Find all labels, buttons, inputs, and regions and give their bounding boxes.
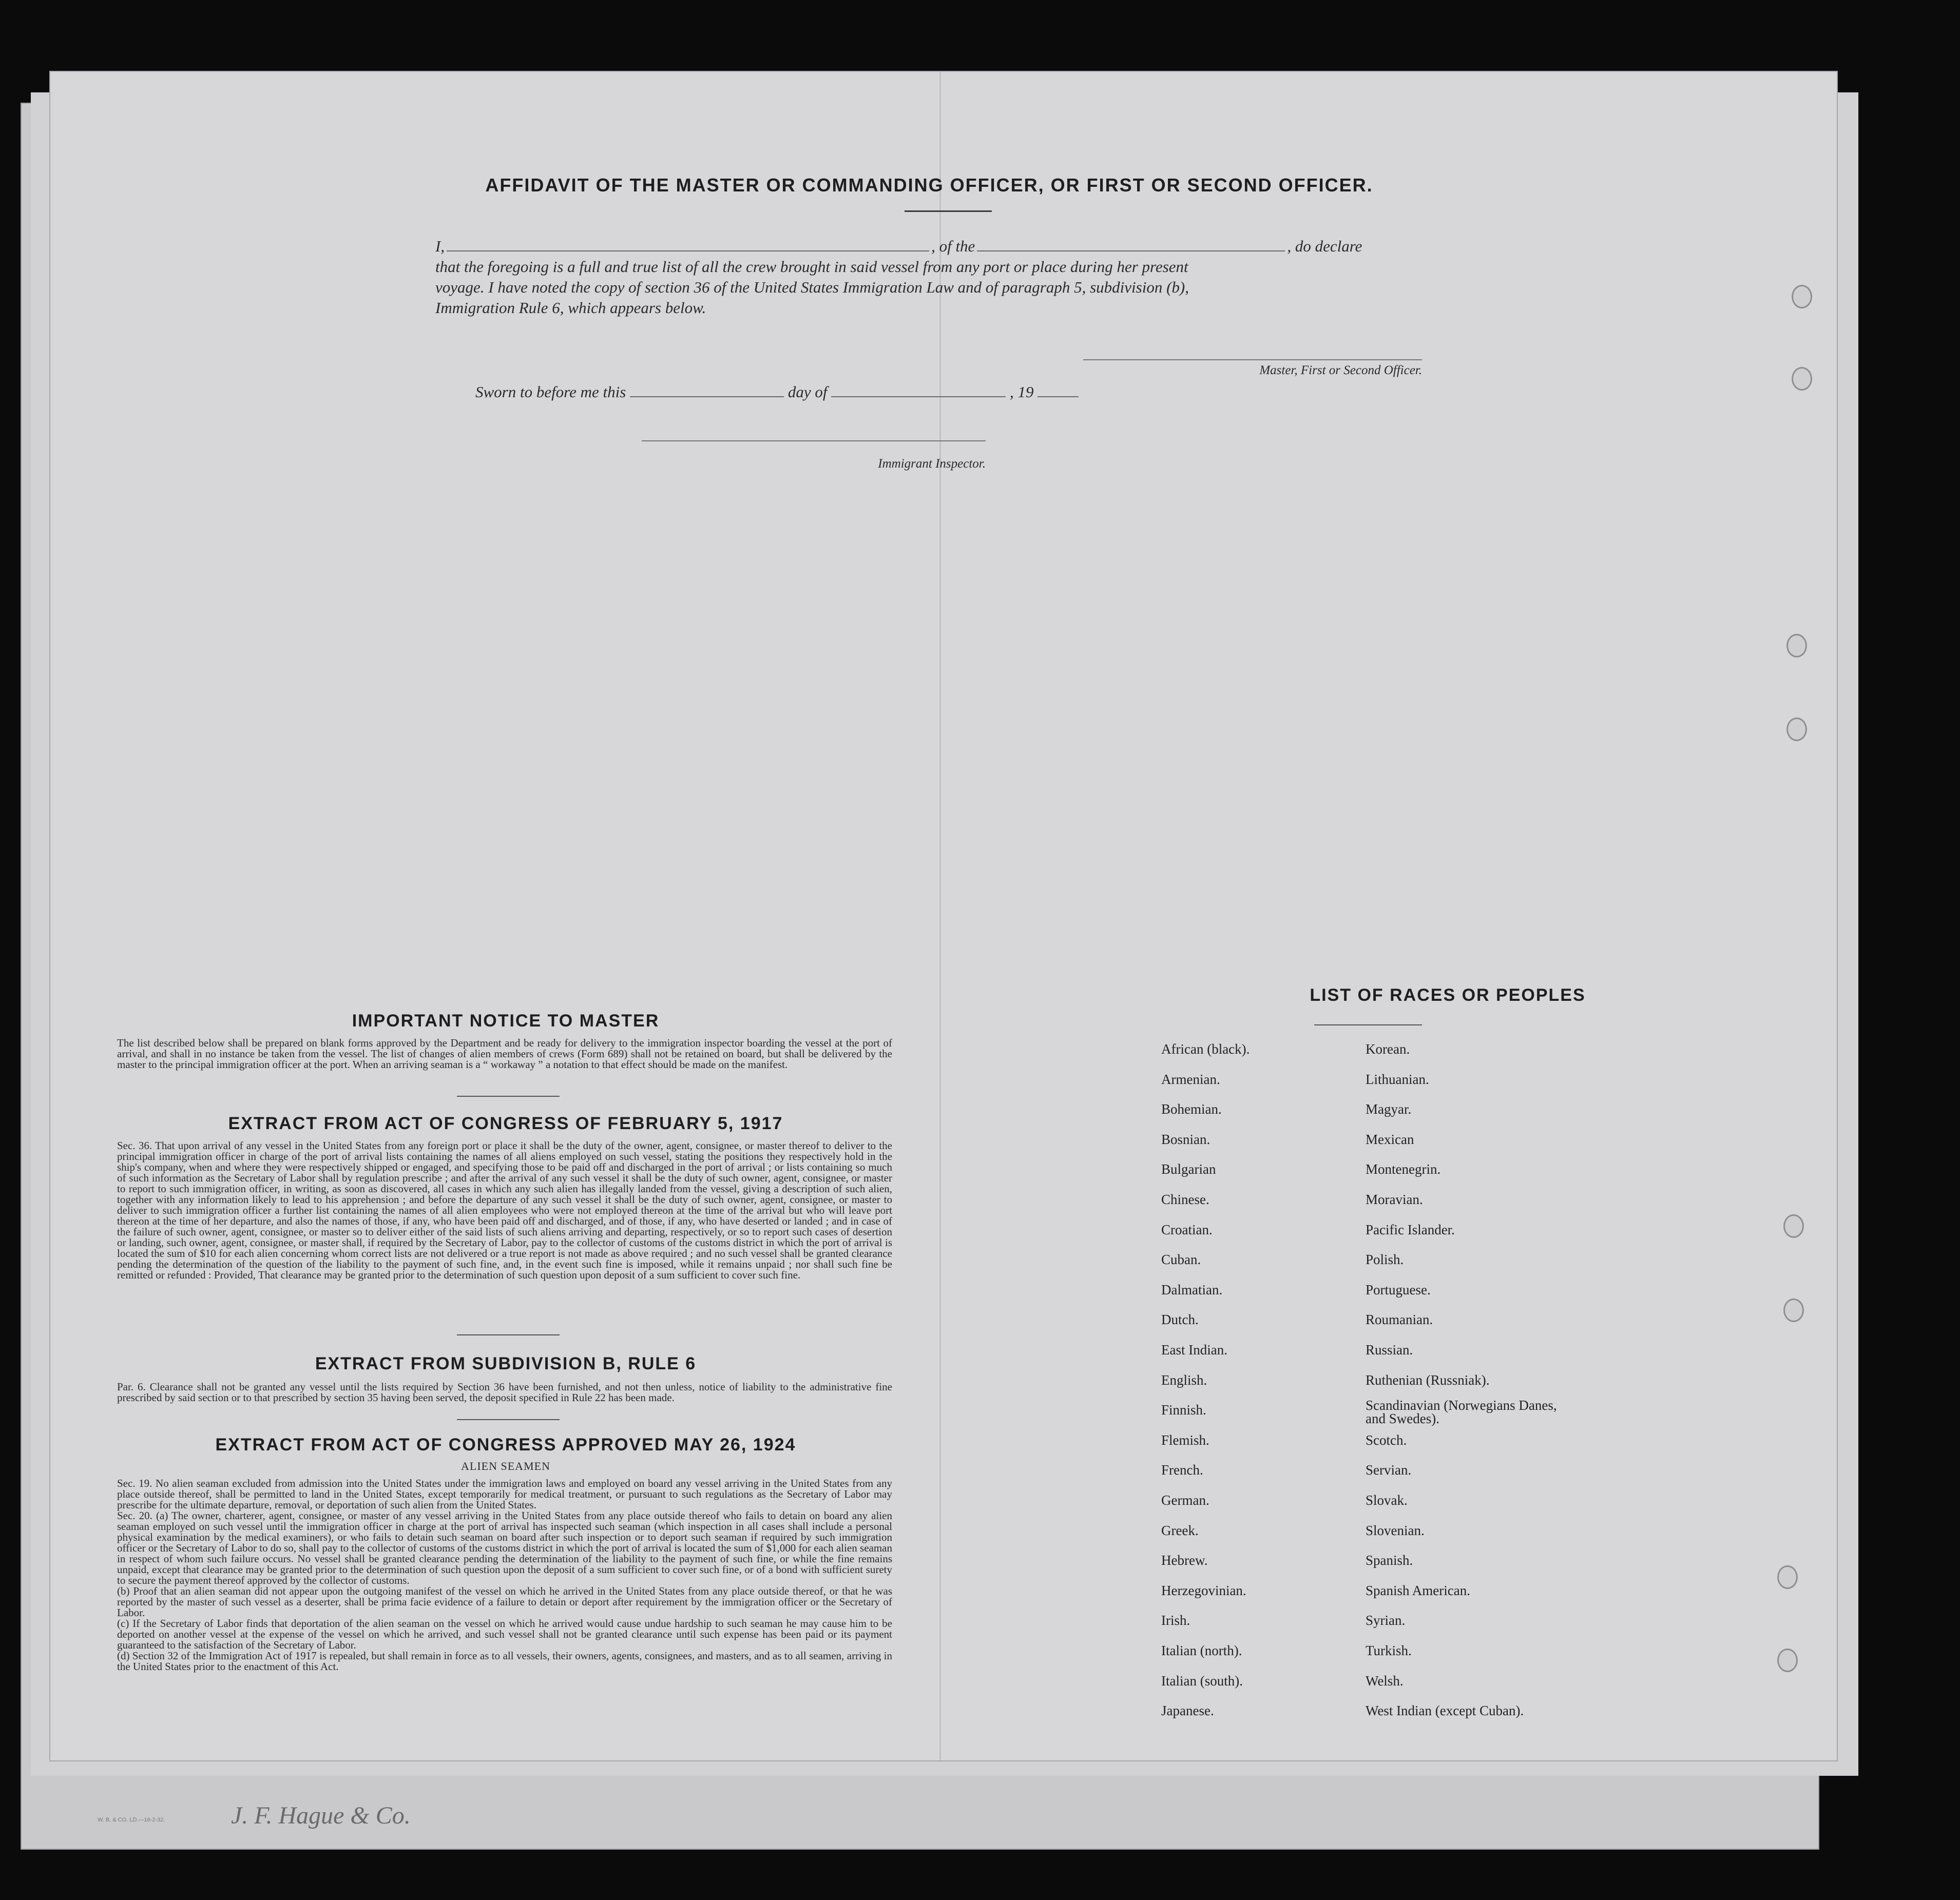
sec-20d-text: (d) Section 32 of the Immigration Act of 1917 is repealed, but shall remain in force as to all vessels, their owners, agents, consignees, and masters, and as to all seamen, arriving in the United States prior to the enactment of this Act.	[117, 1650, 892, 1673]
race-item: Dalmatian.	[1161, 1282, 1223, 1297]
race-item: Hebrew.	[1161, 1553, 1208, 1568]
sworn-day-field[interactable]	[630, 383, 784, 397]
punch-hole	[1777, 1565, 1798, 1589]
race-item: East Indian.	[1161, 1342, 1227, 1358]
punch-hole	[1786, 634, 1807, 657]
sec-20b-text: (b) Proof that an alien seaman did not appear upon the outgoing manifest of the vessel on which he arrived in the United States from any place outside thereof, or that he was reported by the master of such vessel as a deserter, shall be prima facie evidence of a failure to detain or deport after requirement by the immigration officer or the Secretary of Labor.	[117, 1585, 892, 1619]
race-item: Finnish.	[1161, 1402, 1206, 1418]
race-item: Korean.	[1366, 1041, 1410, 1057]
master-signature-label: Master, First or Second Officer.	[1259, 363, 1422, 377]
affidavit-of-the: , of the	[931, 237, 975, 255]
race-item: English.	[1161, 1372, 1207, 1388]
affidavit-line-2: that the foregoing is a full and true list of all the crew brought in said vessel from any port or place during her present	[435, 258, 1188, 276]
inspector-signature	[642, 440, 986, 471]
sworn-year-field[interactable]	[1037, 383, 1079, 397]
race-item: Scandinavian (Norwegians Danes, and Swedes).	[1366, 1398, 1557, 1427]
race-item: Italian (south).	[1161, 1673, 1243, 1689]
race-item: Mexican	[1366, 1131, 1414, 1147]
officer-name-field[interactable]	[447, 237, 929, 251]
race-item: Scotch.	[1366, 1432, 1407, 1448]
race-item: French.	[1161, 1462, 1203, 1478]
races-divider	[1314, 1024, 1422, 1025]
race-item: Herzegovinian.	[1161, 1582, 1246, 1598]
race-item: Slovenian.	[1366, 1522, 1425, 1538]
punch-hole	[1792, 285, 1812, 308]
race-item: Spanish.	[1366, 1553, 1413, 1568]
title-rule	[905, 210, 992, 212]
race-item: Cuban.	[1161, 1252, 1201, 1268]
race-item: Russian.	[1366, 1342, 1413, 1358]
inspector-signature-line[interactable]	[642, 440, 986, 441]
punch-hole	[1786, 718, 1807, 741]
affidavit-declaration	[435, 236, 1442, 318]
races-title: LIST OF RACES OR PEOPLES	[1310, 985, 1586, 1005]
handwritten-note: J. F. Hague & Co.	[231, 1802, 411, 1829]
race-item: Irish.	[1161, 1613, 1190, 1628]
printer-mark: W. B. & CO. LD.—16-2-32.	[98, 1817, 165, 1823]
race-item: Dutch.	[1161, 1312, 1199, 1328]
extract-rule6-title: EXTRACT FROM SUBDIVISION B, RULE 6	[315, 1354, 697, 1373]
affidavit-i-label: I,	[435, 237, 445, 255]
race-item: Bulgarian	[1161, 1161, 1216, 1177]
extract-1924-subtitle: ALIEN SEAMEN	[461, 1460, 550, 1472]
race-item: West Indian (except Cuban).	[1366, 1703, 1524, 1719]
sworn-label: Sworn to before me this	[475, 383, 626, 401]
extract-1924-body	[117, 1478, 892, 1672]
race-item: Bohemian.	[1161, 1101, 1222, 1117]
punch-hole	[1792, 367, 1812, 391]
race-item: Armenian.	[1161, 1071, 1220, 1087]
extract-1917-title: EXTRACT FROM ACT OF CONGRESS OF FEBRUARY 5, 1917	[228, 1114, 783, 1133]
affidavit-line-4: Immigration Rule 6, which appears below.	[435, 299, 706, 317]
divider-1	[457, 1096, 560, 1097]
race-item: Turkish.	[1366, 1643, 1412, 1658]
race-item: Moravian.	[1366, 1192, 1423, 1207]
race-item: Slovak.	[1366, 1492, 1408, 1508]
sec-20a-text: Sec. 20. (a) The owner, charterer, agent, consignee, or master of any vessel arriving in the United States from any place outside thereof who fails to detain on board any alien seaman employed on such vessel until the immigration officer in charge at the port of arrival has inspected such seaman (which inspection in all cases shall include a personal physical examination by the medical examiners), or who fails to detain such seaman on board after such inspection or to deport such seaman if required by such immigration officer or the Secretary of Labor to do so, shall pay to the collector of customs of the customs district in which the port of arrival is located the sum of $1,000 for each alien seaman in respect of whom such failure occurs. No vessel shall be granted clearance pending the determination of the liability to the payment of such fine, or while the fine remains unpaid, except that clearance may be granted prior to the determination of such question upon the deposit of a sum sufficient to cover such fine, or of a bond with sufficient surety to secure the payment thereof approved by the collector of customs.	[117, 1509, 892, 1586]
day-of-label: day of	[787, 383, 828, 401]
punch-hole	[1783, 1214, 1804, 1238]
race-item: Lithuanian.	[1366, 1071, 1429, 1087]
race-item: Montenegrin.	[1366, 1161, 1441, 1177]
extract-1917-body: Sec. 36. That upon arrival of any vessel in the United States from any foreign port or place it shall be the duty of the owner, agent, consignee, or master thereof to deliver to the principal immigration officer in charge of the port of arrival lists containing the names of all aliens employed on such vessel, stating the positions they respectively hold in the ship's company, when and where they were respectively shipped or engaged, and specifying those to be paid off and discharged in the port of arrival ; or lists containing so much of such information as the Secretary of Labor shall by regulation prescribe ; and after the arrival of any such vessel it shall be the duty of such owner, agent, consignee, or master to report to such immigration officer, in writing, as soon as discovered, all cases in which any such alien has illegally landed from the vessel, giving a description of such alien, together with any information likely to lead to his apprehension ; and before the departure of any such vessel it shall be the duty of such owner, agent, consignee, or master to deliver to such immigration officer a further list containing the names of all alien employees who were not employed thereon at the time of the arrival but who will leave port thereon at the time of her departure, and also the names of those, if any, who have been paid off and discharged, and of those, if any, who have deserted or landed ; and in case of the failure of such owner, agent, consignee, or master so to deliver either of the said lists of such aliens arriving and departing, respectively, or so to report such cases of desertion or landing, such owner, agent, consignee, or master shall, if required by the Secretary of Labor, pay to the collector of customs of the customs district in which the port of arrival is located the sum of $10 for each alien concerning whom correct lists are not delivered or a true report is not made as above required ; and no such vessel shall be granted clearance pending the determination of the question of the liability to the payment of such fine, and, in the event such fine is imposed, while it remains unpaid ; nor shall such fine be remitted or refunded : Provided, That clearance may be granted prior to the determination of such question upon deposit of a sum sufficient to cover such fine.	[117, 1139, 892, 1281]
punch-hole	[1783, 1298, 1804, 1322]
affidavit-do-declare: , do declare	[1287, 237, 1362, 255]
race-item: Japanese.	[1161, 1703, 1214, 1719]
sworn-month-field[interactable]	[831, 383, 1006, 397]
race-item: Magyar.	[1366, 1101, 1412, 1117]
race-item: Flemish.	[1161, 1432, 1209, 1448]
divider-2	[457, 1334, 560, 1335]
race-item: Roumanian.	[1366, 1312, 1433, 1328]
race-item: Portuguese.	[1366, 1282, 1431, 1297]
race-item: Polish.	[1366, 1252, 1404, 1268]
affidavit-line-3: voyage. I have noted the copy of section 36 of the United States Immigration Law and of paragraph 5, subdivision (b),	[435, 278, 1189, 296]
vessel-name-field[interactable]	[977, 237, 1285, 251]
notice-title: IMPORTANT NOTICE TO MASTER	[352, 1011, 660, 1031]
race-item: German.	[1161, 1492, 1209, 1508]
race-item: African (black).	[1161, 1041, 1250, 1057]
year-label: , 19	[1009, 383, 1034, 401]
race-item: Croatian.	[1161, 1222, 1213, 1237]
sec-19-text: Sec. 19. No alien seaman excluded from admission into the United States under the immigration laws and employed on board any vessel arriving in the United States from any place outside thereof, shall be permitted to land in the United States, except temporarily for medical treatment, or pursuant to such regulations as the Secretary of Labor may prescribe for the ultimate departure, removal, or deportation of such alien from the United States.	[117, 1477, 892, 1511]
affidavit-title: AFFIDAVIT OF THE MASTER OR COMMANDING OFFICER, OR FIRST OR SECOND OFFICER.	[485, 175, 1373, 196]
race-item: Italian (north).	[1161, 1643, 1242, 1658]
extract-rule6-body: Par. 6. Clearance shall not be granted any vessel until the lists required by Section 36 have been furnished, and not then unless, notice of liability to the administrative fine prescribed by said section or to that prescribed by section 35 having been served, the deposit specified in Rule 22 has been made.	[117, 1381, 892, 1404]
race-item: Servian.	[1366, 1462, 1412, 1478]
race-item: Greek.	[1161, 1522, 1199, 1538]
inspector-label: Immigrant Inspector.	[878, 457, 986, 471]
sec-20c-text: (c) If the Secretary of Labor finds that deportation of the alien seaman on the vessel on which he arrived would cause undue hardship to such seaman he may cause him to be deported on another vessel at the expense of the vessel on which he arrived, and such vessel shall not be granted clearance until such expense has been paid or its payment guaranteed to the satisfaction of the Secretary of Labor.	[117, 1617, 892, 1651]
master-signature	[1083, 359, 1422, 378]
race-item: Welsh.	[1366, 1673, 1404, 1689]
race-item: Chinese.	[1161, 1192, 1209, 1207]
race-item: Bosnian.	[1161, 1131, 1210, 1147]
extract-1924-title: EXTRACT FROM ACT OF CONGRESS APPROVED MAY 26, 1924	[215, 1435, 796, 1455]
notice-body: The list described below shall be prepared on blank forms approved by the Department and be ready for delivery to the immigration inspector boarding the vessel at the port of arrival, and shall in no instance be taken from the vessel. The list of changes of alien members of crews (Form 689) shall not be retained on board, but shall be delivered by the master to the principal immigration officer at the port. When an arriving seaman is a “ workaway ” a notation to that effect should be made on the manifest.	[117, 1037, 892, 1071]
race-item: Spanish American.	[1366, 1582, 1470, 1598]
divider-3	[457, 1419, 560, 1420]
master-signature-line[interactable]	[1083, 359, 1422, 360]
race-item: Syrian.	[1366, 1613, 1406, 1628]
punch-hole	[1777, 1649, 1798, 1672]
center-fold	[939, 72, 941, 1760]
sworn-statement	[475, 383, 1079, 401]
race-item: Pacific Islander.	[1366, 1222, 1455, 1237]
race-item: Ruthenian (Russniak).	[1366, 1372, 1490, 1388]
